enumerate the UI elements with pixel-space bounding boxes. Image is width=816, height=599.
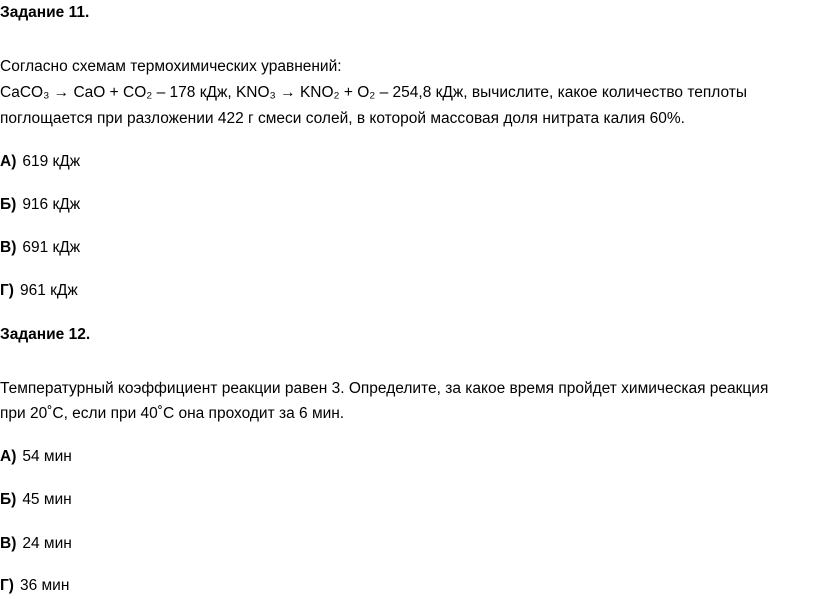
option-text: 24 мин: [22, 535, 72, 552]
task11-option-d: [0, 281, 78, 301]
option-letter: А): [0, 153, 17, 170]
option-text: 45 мин: [22, 491, 72, 508]
option-letter: А): [0, 448, 17, 465]
option-text: 54 мин: [22, 448, 72, 465]
task12-question-line1: Температурный коэффициент реакции равен 3. Определите, за какое время пройдет химическая реакция: [0, 380, 769, 397]
option-text: 36 мин: [19, 577, 70, 594]
task12-heading: Задание 12.: [0, 326, 91, 343]
task12-option-a: [0, 447, 72, 467]
option-text: 961 кДж: [19, 282, 78, 299]
option-text: 916 кДж: [22, 196, 81, 213]
option-letter: Г): [0, 577, 14, 594]
task12-question-line2: при 20˚С, если при 40˚С она проходит за 6 мин.: [0, 405, 345, 422]
task11-option-b: [0, 195, 80, 215]
task12-option-b: [0, 490, 72, 510]
option-letter: Б): [0, 491, 17, 508]
task11-option-a: [0, 152, 80, 172]
task11-heading: Задание 11.: [0, 4, 90, 21]
task11-question-line: поглощается при разложении 422 г смеси солей, в которой массовая доля нитрата калия 60%.: [0, 110, 685, 127]
option-letter: В): [0, 239, 17, 256]
task11-equation-line: CaCO₃ → CaO + CO₂ – 178 кДж, KNO₃ → KNO₂ + O₂ – 254,8 кДж, вычислите, какое количество теплоты: [0, 84, 748, 101]
option-letter: Г): [0, 282, 14, 299]
option-text: 691 кДж: [22, 239, 81, 256]
task12-option-d: [0, 576, 69, 596]
option-letter: Б): [0, 196, 17, 213]
task11-intro: Согласно схемам термохимических уравнений:: [0, 58, 342, 75]
task12-option-c: [0, 534, 72, 554]
task11-option-c: [0, 238, 80, 258]
option-letter: В): [0, 535, 17, 552]
option-text: 619 кДж: [22, 153, 81, 170]
